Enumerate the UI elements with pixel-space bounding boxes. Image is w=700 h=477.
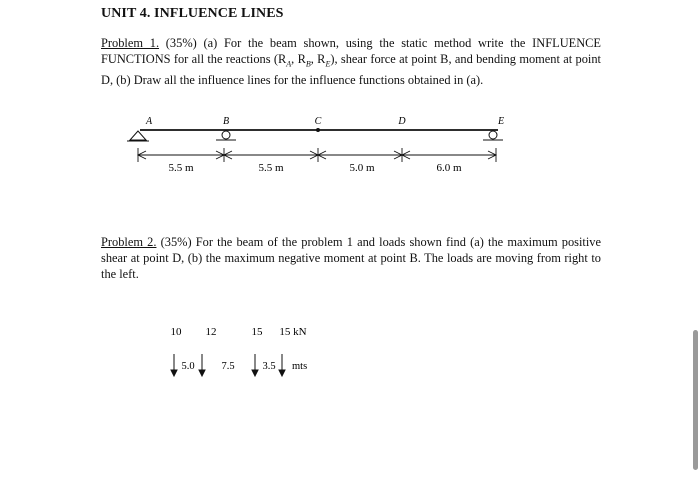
load-force-1: 10 [170,326,182,338]
load-spacing-2: 7.5 [221,361,235,372]
point-label-d: D [398,116,406,127]
load-force-3: 15 [251,326,263,338]
sub-e: E [325,59,331,69]
unit-title: UNIT 4. INFLUENCE LINES [101,6,284,21]
problem-2-label: Problem 2. [101,235,157,249]
point-label-e: E [497,116,505,127]
problem-2-body: (35%) For the beam of the problem 1 and loads shown find (a) the maximum positive shear at point D, (b) the maximum negative moment at point B. The loads are moving from right to the left. [101,235,601,281]
sep-1: , R [291,52,306,66]
load-force-2: 12 [205,326,217,338]
span-label-bc: 5.5 m [258,162,284,174]
sep-2: , R [310,52,326,66]
problem-1-body-end: ), shear force at point B, and bending moment at point D, (b) Draw all the influence lines for the influence functions obtained in (a). [101,52,602,88]
problem-1-label: Problem 1. [101,36,160,50]
load-force-4: 15 kN [279,326,307,338]
point-label-b: B [222,116,230,127]
span-label-de: 6.0 m [436,162,462,174]
point-label-c: C [314,116,322,127]
sub-a: A [286,59,292,69]
point-label-a: A [145,116,153,127]
span-label-cd: 5.0 m [349,162,375,174]
span-label-ab: 5.5 m [168,162,194,174]
sub-b: B [305,59,311,69]
scrollbar-thumb[interactable] [693,330,698,470]
problem-1-body: (35%) (a) For the beam shown, using the static method write the INFLUENCE FUNCTIONS for all the reactions (R [101,36,601,66]
load-spacing-unit: mts [292,361,308,372]
load-spacing-3: 3.5 [262,361,276,372]
load-spacing-1: 5.0 [181,361,195,372]
